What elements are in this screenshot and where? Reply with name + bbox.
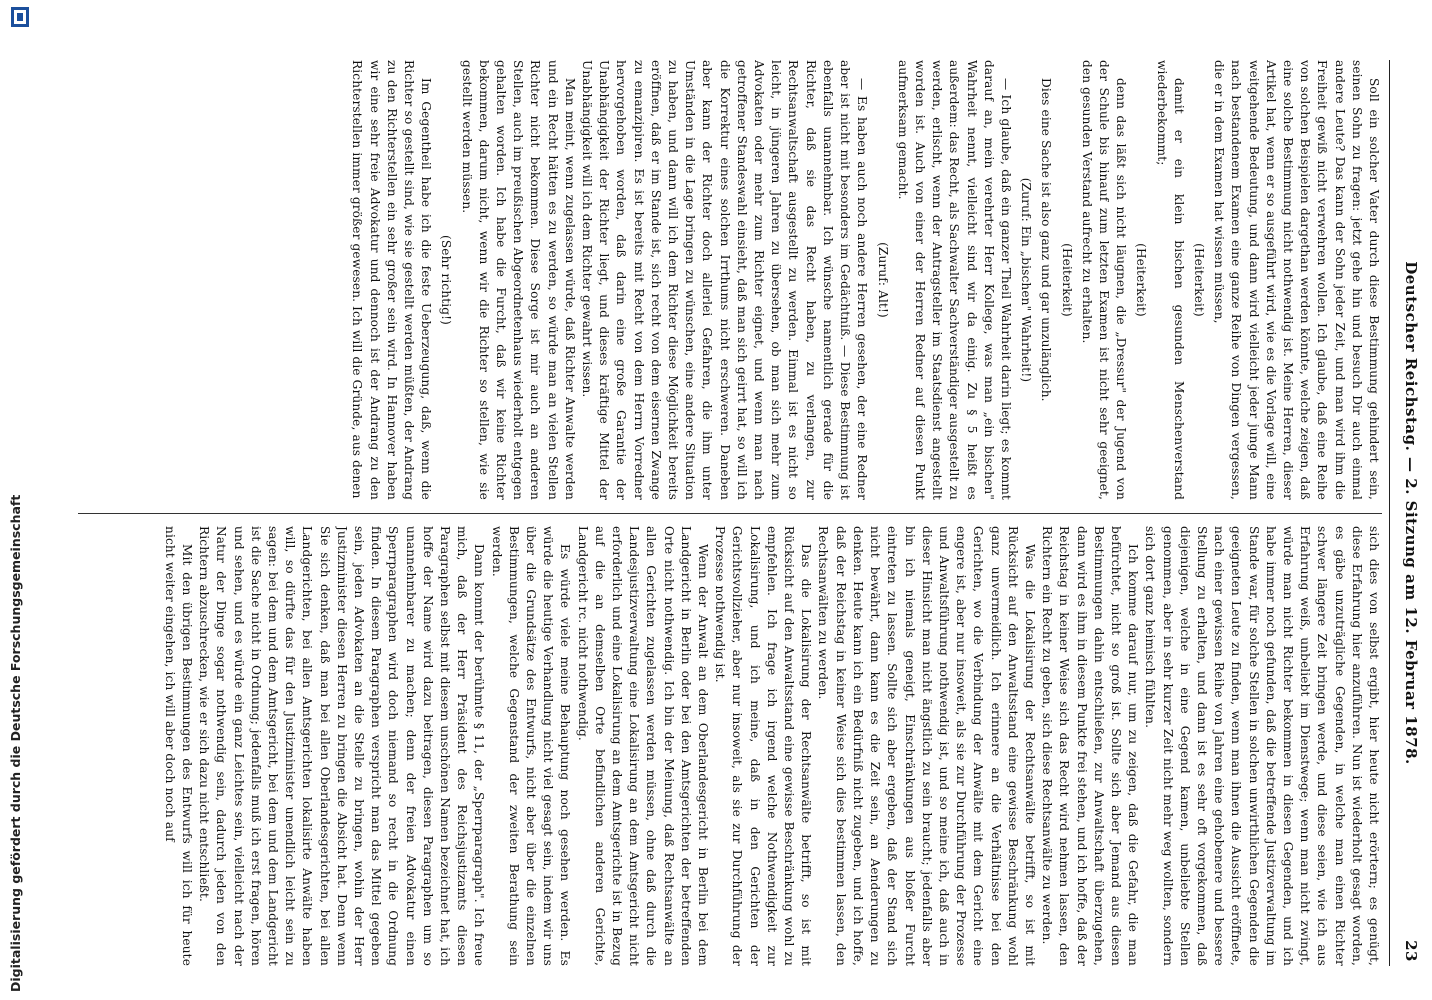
page-number: 23 <box>1402 940 1420 962</box>
running-head <box>1394 60 1424 966</box>
interjection: (Heiterkeit) <box>1134 243 1149 317</box>
paragraph: Dann kommt der berühmte § 11, der „Sperrparagraph". Ich freue mich, daß der Herr Präsident des Reichsjustizamts diesen Paragraphen selbst mit diesem unschönen Namen bezeichnet hat, ich hoffe der Name wird dazu beitragen, diesen Paragraphen um so unannehmbarer zu machen; denn der freien Advokatur einen Sperrparagraphen wird doch niemand so recht in die Ordnung finden. In diesem Paragraphen verspricht man das Mittel gegeben sein, jeden Advokaten an die Stelle zu bringen, wohin der Herr Justizminister diesen Herren zu bringen die Absicht hat. Denn wenn Sie sich denken, daß man bei allen Oberlandesgerichten, bei allen Landgerichten, bei allen Amtsgerichten lokalisirte Anwälte haben will, so dürfte das für den Justizminister unendlich leicht sein zu sagen: bei dem und dem Amtsgericht, bei dem und dem Landgericht ist die Sache nicht in Ordnung; jedenfalls muß ich erst fragen, hören und sehen, und es würde ein ganz Leichtes sein, vielleicht nach der Natur der Dinge sogar nothwendig sein, dadurch jeden von den Richtern abzuschrecken, wie er sich dazu nicht entschließt. <box>197 526 487 966</box>
paragraph: Soll ein solcher Vater durch diese Bestimmung gehindert sein, seinen Sohn zu fragen: jetzt gehe hin und besuch Dir auch einmal andere Leute? Das kann der Sohn jeder Zeit, und man wird ihm die Freiheit gewiß nicht verwehren wollen. Ich glaube, daß eine Reihe von solchen Beispielen dargethan werden könnte, welche zeigen, daß eine solche Bestimmung nicht nothwendig ist. Meine Herren, dieser Artikel hat, wenn er so ausgeführt wird, wie es die Vorlage will, eine weitgehende Bedeutung, und dann wird vielleicht jeder junge Mann nach bestandenem Examen eine ganze Reihe von Dingen vergessen, die er in dem Examen hat wissen müssen, <box>1212 60 1381 500</box>
column-divider <box>78 513 1382 514</box>
paragraph: Im Gegentheil habe ich die feste Ueberzeugung, daß, wenn die Richter so gestellt sind, wie sie gestellt werden müßten, der Andrang zu den Richterstellen ein sehr großer sein wird. In Hannover haben wir eine sehr freie Advokatur und dennoch ist der Andrang zu den Richterstellen immer größer gewesen. Ich will die Gründe, aus denen <box>350 60 434 500</box>
paragraph: sich dies von selbst ergibt, hier heute nicht erörtern; es genügt, diese Erfahrung hier anzuführen. Nun ist wiederholt gesagt worden, es gäbe unzuträgliche Gegenden, in welche man einen Richter schwer längere Zeit bringen werde, und diese seien, wie ich aus Erfahrung weiß, unbeliebt im Dienstwege; wenn man nicht zwingt, würde man nicht Richter bekommen in diesen Gegenden, und ich habe immer noch gefunden, daß die betreffende Justizverwaltung im Stande war, für solche Stellen in solchen unwirthlichen Gegenden die geeigneten Leute zu finden, wenn man ihnen die Aussicht eröffnete, nach einer gewissen Reihe von Jahren eine gehobenere und bessere Stellung zu erhalten, und dann ist es sehr oft vorgekommen, daß diejenigen, welche in eine Gegend kamen, unbeliebte Stellen genommen, aber in sehr kurzer Zeit nicht mehr weg wollten, sondern sich dort ganz heimisch fühlten. <box>1143 526 1381 966</box>
paragraph: — Ich glaube, daß ein ganzer Theil Wahrheit darin liegt; es kommt darauf an, mein verehrter Herr Kollege, was man „ein bischen" Wahrheit nennt, vielleicht sind wir da einig. Zu § 5 heißt es außerdem: das Recht, als Sachwalter Sachverständiger ausgestellt zu werden, erlischt, wenn der Antragsteller im Staatsdienst angestellt worden ist. Auch von einer der Herren Redner auf diesen Punkt aufmerksam gemacht. <box>895 60 1013 500</box>
paragraph: damit er ein klein bischen gesunden Menschenverstand wiederbekommt; <box>1154 60 1186 500</box>
interjection: (Zuruf: Ein „bischen" Wahrheit!) <box>1019 177 1034 383</box>
running-head-title: Deutscher Reichstag. — 2. Sitzung am 12. Februar 1878. <box>1402 261 1420 765</box>
interjection: (Sehr richtig!) <box>439 234 454 326</box>
paragraph: denn das läßt sich nicht läugnen, die „Dressur" der Jugend von der Schule bis hinauf zum letzten Examen ist nicht sehr geeignet, den gesunden Verstand aufrecht zu erhalten. <box>1079 60 1129 500</box>
footer-strip <box>0 0 40 1000</box>
interjection: (Heiterkeit) <box>1059 243 1074 317</box>
right-column <box>76 526 1382 966</box>
interjection: (Zuruf: Alt!) <box>875 242 890 318</box>
dfg-logo-icon <box>10 6 30 28</box>
interjection: (Heiterkeit) <box>1191 243 1206 317</box>
paragraph: — Es haben auch noch andere Herren gesehen, der eine Redner aber ist nicht mit besonders im Gedächtniß. — Diese Bestimmung ist ebenfalls unannehmbar. Ich wünsche namentlich gerade für die Richter, daß sie das Recht haben, zu verlangen, zur Rechtsanwaltschaft ausgestellt zu werden. Einmal ist es nicht so leicht, in jüngeren Jahren zu übersehen, ob man sich mehr zum Advokaten oder mehr zum Richter eignet, und wenn man nach getroffener Standeswahl einsieht, daß man sich geirrt hat, so will ich die Korrektur eines solchen Irrthums nicht erschweren. Daneben aber kann der Richter doch allerlei Gefahren, die ihm unter Umständen in die Lage bringen zu wünschen, eine andere Situation zu haben, und dann will ich dem Richter diese Möglichkeit bereits eröffnen, daß er im Stande ist, sich recht von dem eisernen Zwange zu emanzipiren. Es ist bereits mit Recht von dem Herrn Vorredner hervorgehoben worden, daß darin eine große Garantie der Unabhängigkeit der Richter liegt, und dieses kräftige Mittel der Unabhängigkeit will ich dem Richter gewahrt wissen. <box>580 60 870 500</box>
digitization-credit: Digitalisierung gefördert durch die Deutsche Forschungsgemeinschaft <box>8 494 23 992</box>
paragraph: Das die Lokalisirung der Rechtsanwälte betrifft, so ist mit Rücksicht auf den Anwaltsstand eine gewisse Beschränkung wohl zu empfehlen. Ich frage ich irgend welche Nothwendigkeit zur Lokalisirung, und ich meine, daß in den Gerichten der Gerichtsvollzieher, aber nur insoweit, als sie zur Durchführung der Prozesse nothwendig ist. <box>713 526 814 966</box>
scanned-page <box>56 0 1432 1000</box>
paragraph: Es würde viele meine Behauptung noch gesehen werden. Es würde die heutige Verhandlung nicht viel gesagt sein, indem wir uns über die Grundsätze des Entwurfs, nicht aber über die einzelnen Bestimmungen, welche Gegenstand der zweiten Berathung sein werden. <box>489 526 573 966</box>
paragraph: Man meint, wenn zugelassen würde, daß Richter Anwalte werden und ein Recht hätten es zu werden, so würde man an vielen Stellen Richter nicht bekommen. Diese Sorge ist mir auch an anderen Stellen, auch im preußischen Abgeordnetenhaus wiederholt entgegen gehalten worden. Ich habe die Furcht, daß wir keine Richter bekommen, darum nicht, wenn wir die Richter so stellen, wie sie gestellt werden müssen. <box>459 60 577 500</box>
header-rule <box>1389 60 1390 966</box>
paragraph: Ich komme darauf nur, um zu zeigen, daß die Gefahr, die man befürchtet, nicht so groß ist. Sollte sich aber Jemand aus diesen Bestimmungen dahin entschließen, zur Anwaltschaft überzugehen, dann wird es ihm in diesem Punkte frei stehen, und ich hoffe, daß der Reichstag in keiner Weise sich das Recht wird nehmen lassen, den Richtern ein Recht zu geben, sich diese Rechtsanwälte zu werden. <box>1040 526 1141 966</box>
left-column <box>76 60 1382 500</box>
paragraph: Mit den übrigen Bestimmungen des Entwurfs will ich für heute nicht weiter eingehen, ich will aber doch noch auf <box>162 526 194 966</box>
paragraph: Wenn der Anwalt an dem Oberlandesgericht in Berlin bei dem Landgericht in Berlin oder bei den Amtsgerichten der betreffenden Orte nicht nothwendig. Ich bin der Meinung, daß Rechtsanwälte an allen Gerichten zugelassen werden müssen, ohne daß durch die Landesjustizverwaltung eine Lokalisirung an dem Amtsgericht nicht erforderlich und eine Lokalisirung an dem Amtsgerichte ist in Bezug auf die an demselben Orte befindlichen anderen Gerichte, Landgericht rc. nicht nothwendig. <box>575 526 711 966</box>
paragraph: Was die Lokalisirung der Rechtsanwälte betrifft, so ist mit Rücksicht auf den Anwaltsstand eine gewisse Beschränkung wohl ganz unvermeidlich. Ich erinnere an die Verhältnisse bei den Gerichten, wo die Verbindung der Anwälte mit dem Gericht eine engere ist, aber nur insoweit, als sie zur Durchführung der Prozesse und Anwaltsführung nothwendig ist, und so meine ich, daß auch in dieser Hinsicht man nicht ängstlich zu sein braucht; jedenfalls aber bin ich niemals geneigt, Einschränkungen aus bloßer Furcht eintreten zu lassen. Sollte sich aber ergeben, daß der Stand sich nicht bewährt, dann kann es die Zeit sein, an Aenderungen zu denken. Heute kann ich ein Bedürfniß nicht zugeben, und ich hoffe, daß der Reichstag in keiner Weise sich dies bestimmen lassen, den Rechtsanwälten zu werden. <box>816 526 1037 966</box>
paragraph: Dies eine Sache ist also ganz und gar unzulänglich. <box>1039 78 1054 402</box>
